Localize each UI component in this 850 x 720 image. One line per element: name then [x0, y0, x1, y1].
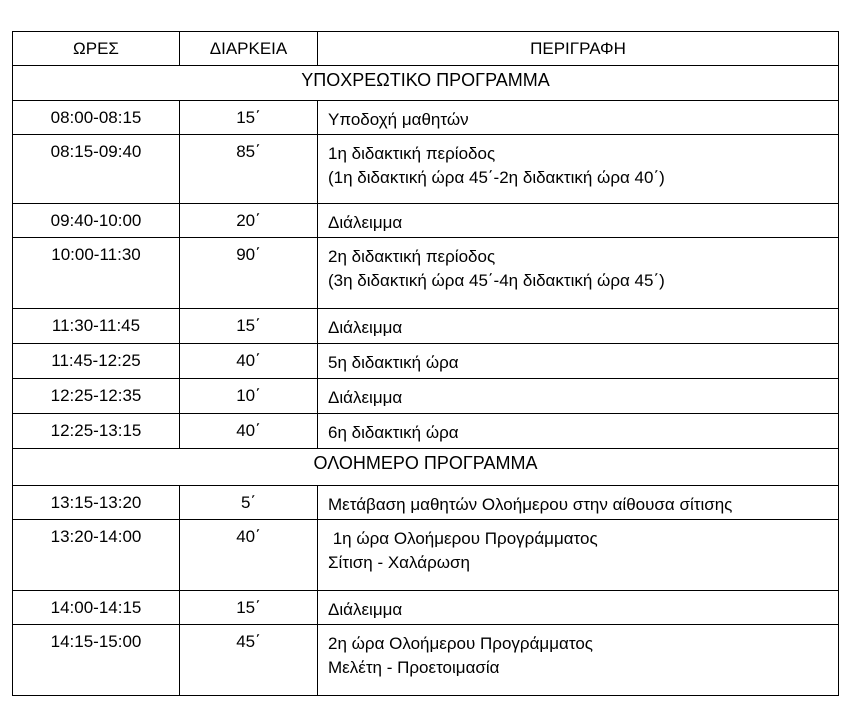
row-description: [318, 204, 839, 238]
row-description: [318, 344, 839, 379]
table-row: [13, 486, 839, 520]
table-row: [13, 591, 839, 625]
description-line: Σίτιση - Χαλάρωση: [328, 553, 470, 572]
section-title: ΟΛΟΗΜΕΡΟ ΠΡΟΓΡΑΜΜΑ: [13, 449, 839, 486]
description-line: (1η διδακτική ώρα 45΄-2η διδακτική ώρα 40΄): [328, 168, 665, 187]
description-line: Υποδοχή μαθητών: [328, 110, 469, 129]
section-title: ΥΠΟΧΡΕΩΤΙΚΟ ΠΡΟΓΡΑΜΜΑ: [13, 66, 839, 101]
row-time: 09:40-10:00: [13, 204, 180, 238]
table-row: [13, 238, 839, 309]
schedule-table: [12, 31, 839, 696]
table-row: [13, 344, 839, 379]
table-row: [13, 520, 839, 591]
row-time: 14:00-14:15: [13, 591, 180, 625]
row-description: [318, 379, 839, 414]
section-title-row: [13, 449, 839, 486]
row-time: 11:30-11:45: [13, 309, 180, 344]
description-line: Διάλειμμα: [328, 388, 403, 407]
row-duration: 90΄: [180, 238, 318, 309]
row-duration: 85΄: [180, 135, 318, 204]
header-row: [13, 32, 839, 66]
row-description: [318, 591, 839, 625]
row-time: 13:20-14:00: [13, 520, 180, 591]
row-time: 10:00-11:30: [13, 238, 180, 309]
row-duration: 15΄: [180, 591, 318, 625]
table-row: [13, 414, 839, 449]
row-description: [318, 520, 839, 591]
description-line: 2η διδακτική περίοδος: [328, 247, 496, 266]
row-time: 14:15-15:00: [13, 625, 180, 696]
table-row: [13, 204, 839, 238]
description-line: 1η διδακτική περίοδος: [328, 144, 496, 163]
table-row: [13, 101, 839, 135]
row-description: [318, 414, 839, 449]
row-duration: 10΄: [180, 379, 318, 414]
row-duration: 5΄: [180, 486, 318, 520]
row-time: 12:25-13:15: [13, 414, 180, 449]
row-duration: 40΄: [180, 344, 318, 379]
row-time: 11:45-12:25: [13, 344, 180, 379]
table-row: [13, 625, 839, 696]
row-description: [318, 238, 839, 309]
header-description: ΠΕΡΙΓΡΑΦΗ: [318, 32, 839, 66]
description-line: (3η διδακτική ώρα 45΄-4η διδακτική ώρα 45΄): [328, 271, 665, 290]
description-line: 5η διδακτική ώρα: [328, 353, 459, 372]
description-line: Διάλειμμα: [328, 318, 403, 337]
table-row: [13, 135, 839, 204]
row-duration: 40΄: [180, 414, 318, 449]
description-line: Μετάβαση μαθητών Ολοήμερου στην αίθουσα σίτισης: [328, 495, 733, 514]
row-time: 08:00-08:15: [13, 101, 180, 135]
description-line: Διάλειμμα: [328, 600, 403, 619]
header-hours: ΩΡΕΣ: [13, 32, 180, 66]
description-line: Διάλειμμα: [328, 213, 403, 232]
row-description: [318, 625, 839, 696]
row-time: 13:15-13:20: [13, 486, 180, 520]
row-description: [318, 486, 839, 520]
row-duration: 45΄: [180, 625, 318, 696]
row-description: [318, 135, 839, 204]
header-duration: ΔΙΑΡΚΕΙΑ: [180, 32, 318, 66]
table-row: [13, 379, 839, 414]
description-line: Μελέτη - Προετοιμασία: [328, 658, 500, 677]
row-time: 12:25-12:35: [13, 379, 180, 414]
section-title-row: [13, 66, 839, 101]
table-row: [13, 309, 839, 344]
row-duration: 40΄: [180, 520, 318, 591]
row-duration: 15΄: [180, 101, 318, 135]
row-duration: 20΄: [180, 204, 318, 238]
row-time: 08:15-09:40: [13, 135, 180, 204]
row-description: [318, 309, 839, 344]
row-description: [318, 101, 839, 135]
row-duration: 15΄: [180, 309, 318, 344]
description-line: 2η ώρα Ολοήμερου Προγράμματος: [328, 634, 593, 653]
description-line: 1η ώρα Ολοήμερου Προγράμματος: [328, 529, 598, 548]
description-line: 6η διδακτική ώρα: [328, 423, 459, 442]
